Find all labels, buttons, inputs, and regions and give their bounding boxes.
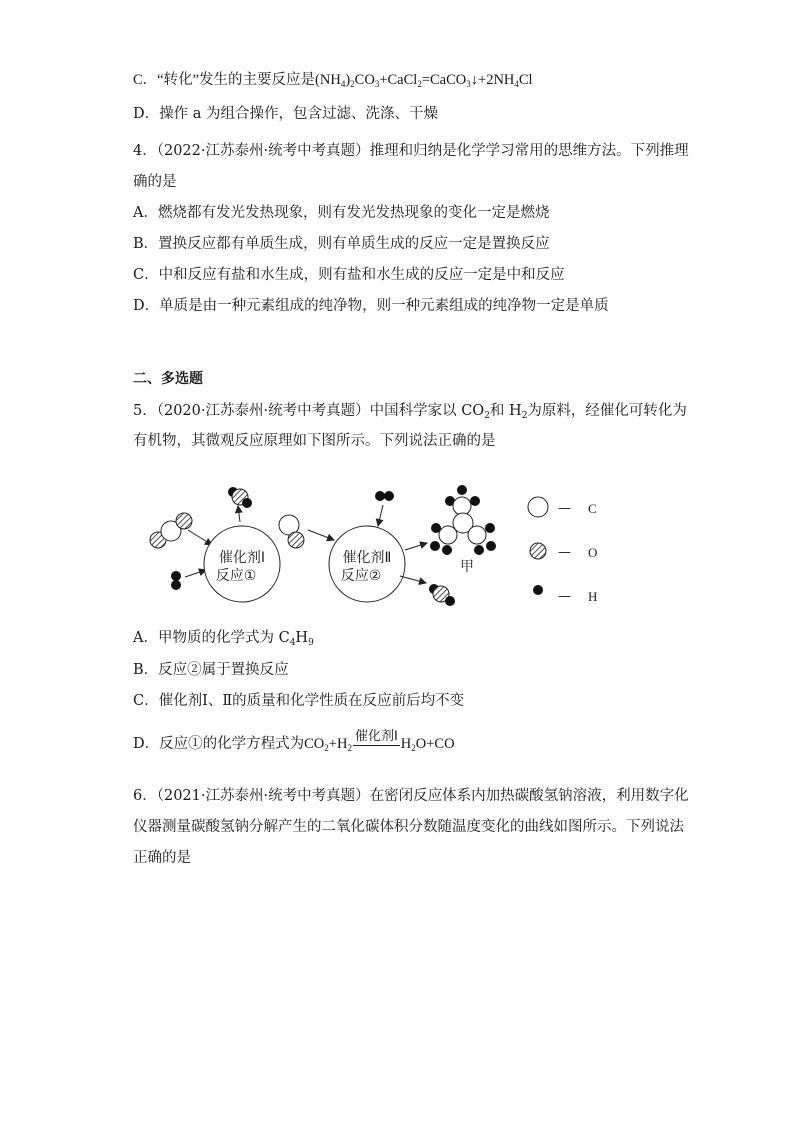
equation-subscript: 2: [350, 79, 355, 89]
h2-molecule-input-1: [171, 571, 181, 590]
legend-oxygen-symbol: [530, 543, 546, 559]
q5-d-h2o-co: O+CO: [415, 736, 455, 752]
h2-molecule-input-2: [375, 491, 394, 501]
option-c-equation: [315, 72, 533, 88]
option-c-prefix: C．“转化”发生的主要反应是: [133, 72, 316, 88]
legend-dash-1: —: [558, 501, 571, 516]
h2o-molecule-output-2: [429, 584, 455, 606]
q5-a-h: H: [295, 630, 309, 646]
question-6-line-2: 仪器测量碳酸氢钠分解产生的二氧化碳体积分数随温度变化的曲线如图所示。下列说法: [133, 819, 684, 835]
question-5-option-a: [133, 628, 314, 653]
product-label: 甲: [460, 559, 474, 575]
q5-text-c: 为原料，经催化可转化为: [527, 403, 687, 419]
q5-d-h2-sub: 2: [347, 743, 352, 753]
equation-term: =CaCO: [421, 72, 467, 88]
reaction-1-label: 反应①: [215, 568, 257, 584]
question-6-line-1: 6．（2021·江苏泰州·统考中考真题）在密闭反应体系内加热碳酸氢钠溶液，利用数字化: [133, 788, 689, 804]
product-molecule: [430, 485, 496, 555]
q5-d-text: D．反应①的化学方程式为: [133, 736, 305, 752]
co2-molecule-input: [150, 513, 192, 548]
co-molecule: [279, 515, 304, 548]
question-4-option-c: C．中和反应有盐和水生成，则有盐和水生成的反应一定是中和反应: [133, 267, 565, 283]
equation-subscript: 3: [466, 79, 471, 89]
q5-d-h2: +H: [328, 736, 348, 752]
question-4-option-a: A．燃烧都有发光发热现象，则有发光发热现象的变化一定是燃烧: [133, 205, 550, 221]
q5-text-a: 5．（2020·江苏泰州·统考中考真题）中国科学家以 CO: [133, 403, 485, 419]
q5-text-b: 和 H: [489, 403, 522, 419]
catalyst-2-label: 催化剂Ⅱ: [342, 550, 392, 566]
question-5-line-2: 有机物，其微观反应原理如下图所示。下列说法正确的是: [133, 433, 496, 449]
question-5-option-c: C．催化剂Ⅰ、Ⅱ的质量和化学性质在反应前后均不变: [133, 693, 465, 709]
equation-term: ↓+2NH: [470, 72, 515, 88]
equation-subscript: 2: [417, 79, 422, 89]
legend-carbon-symbol: [528, 497, 548, 517]
q5-d-h2o-sub: 2: [411, 743, 416, 753]
q5-a-text: A．甲物质的化学式为 C: [133, 630, 290, 646]
reaction-2-label: 反应②: [340, 568, 382, 584]
legend-oxygen-label: O: [588, 545, 598, 560]
question-4-option-d: D．单质是由一种元素组成的纯净物，则一种元素组成的纯净物一定是单质: [133, 298, 609, 314]
equation-term: CO: [354, 72, 375, 88]
catalyst-1-label: 催化剂Ⅰ: [218, 550, 266, 566]
legend-dash-2: —: [558, 545, 571, 560]
legend-hydrogen-symbol: [533, 585, 543, 595]
legend-carbon-label: C: [588, 501, 597, 516]
q5-d-h2o-h: H: [400, 736, 412, 752]
legend: [528, 497, 597, 604]
equation-term: Cl: [518, 72, 533, 88]
question-4-line-1: 4．（2022·江苏泰州·统考中考真题）推理和归纳是化学学习常用的思维方法。下列推理: [133, 143, 689, 159]
equation-term: (NH: [315, 72, 341, 88]
section-heading: 二、多选题: [133, 371, 203, 387]
question-4-option-b: B．置换反应都有单质生成，则有单质生成的反应一定是置换反应: [133, 236, 550, 252]
question-6-line-3: 正确的是: [133, 850, 191, 866]
question-5-option-d: [133, 728, 455, 758]
option-d-line: D．操作 a 为组合操作，包含过滤、洗涤、干燥: [133, 106, 438, 122]
q5-sub-1: 2: [484, 411, 490, 421]
q5-d-equation: [304, 728, 455, 753]
equation-term: +CaCl: [379, 72, 418, 88]
question-5-option-b: B．反应②属于置换反应: [133, 662, 289, 678]
equation-subscript: 4: [514, 79, 519, 89]
q5-d-catalyst-label: 催化剂Ⅰ: [353, 729, 400, 746]
equation-term: ): [345, 72, 351, 88]
q5-sub-2: 2: [521, 411, 528, 421]
legend-dash-3: —: [558, 589, 571, 604]
equation-subscript: 3: [374, 79, 380, 89]
option-c-line: [133, 70, 533, 94]
equation-subscript: 4: [340, 79, 346, 89]
q5-a-sub-2: 9: [308, 638, 314, 648]
question-5-line-1: [133, 401, 687, 426]
reaction-diagram: [130, 470, 610, 620]
h2o-molecule-output-1: [228, 487, 252, 508]
q5-d-co2: CO: [304, 736, 325, 752]
legend-hydrogen-label: H: [588, 589, 598, 604]
q5-a-sub-1: 4: [289, 638, 296, 648]
q5-d-catalyst-arrow: [353, 729, 400, 746]
question-4-line-2: 确的是: [133, 174, 177, 190]
q5-d-co2-sub: 2: [324, 743, 329, 753]
